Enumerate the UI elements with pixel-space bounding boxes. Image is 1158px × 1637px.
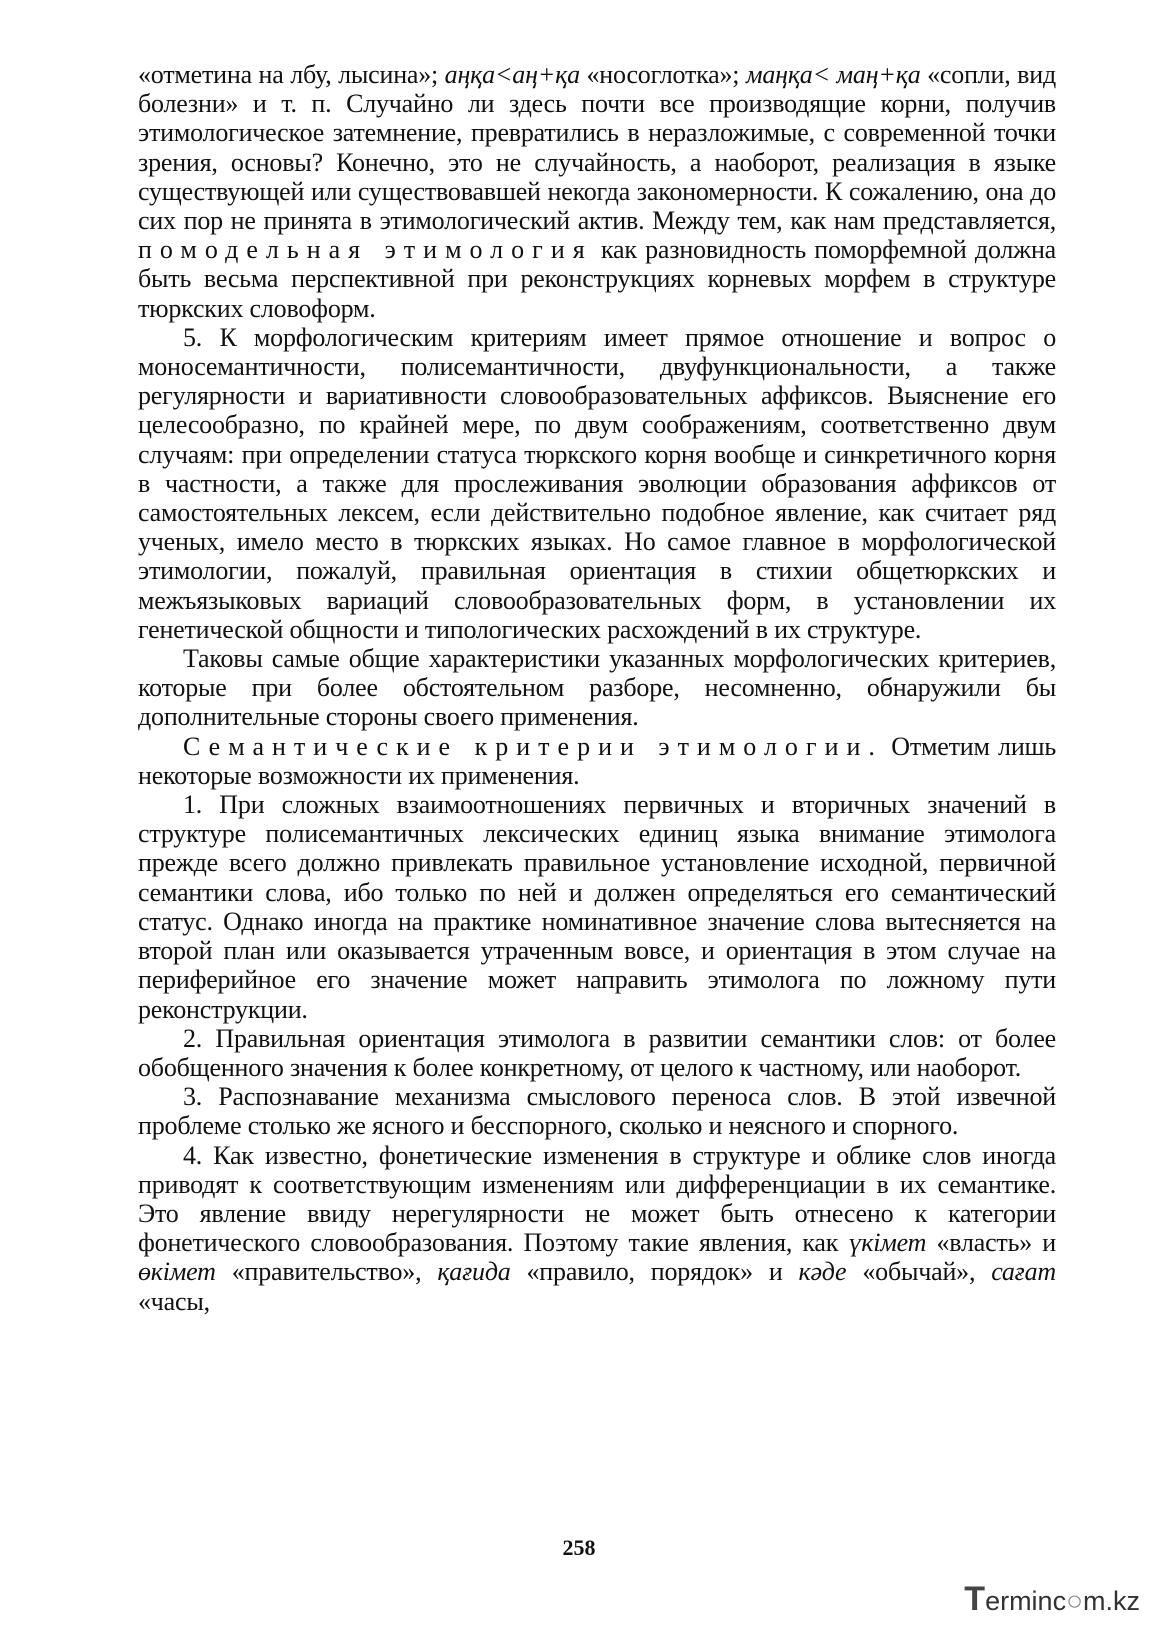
section-heading: Семантические критерии этимологии. <box>183 731 883 761</box>
example-word: қағида <box>437 1257 511 1287</box>
example-word: маңқа< маң+қа <box>745 60 921 89</box>
magnifier-icon: ○ <box>1066 1585 1083 1616</box>
paragraph-4: 1. При сложных взаимоотношениях первичных и вторичных значений в структуре полисемантичных лексических единиц языка внимание этимолога прежде всего должно привлекать правильное установление исходной, первичной семантики слова, ибо только по ней и должен определяться его семантический статус. Однако иногда на практике номинативное значение слова вытесняется на второй план или оказывается утраченным вовсе, и ориентация в этом случае на периферийное его значение может направить этимолога по ложному пути реконструкции. <box>138 790 1056 1024</box>
paragraph-1: 5. К морфологическим критериям имеет прямое отношение и вопрос о моносемантичности, полисемантичности, двуфункциональности, а также регулярности и вариативности словообразовательных аффиксов. Выяснение его целесообразно, по крайней мере, по двум соображениям, соответственно двум случаям: при определении статуса тюркского корня вообще и синкретичного корня в частности, а также для прослеживания эволюции образования аффиксов от самостоятельных лексем, если действительно подобное явление, как считает ряд ученых, имело место в тюркских языках. Но самое главное в морфологической этимологии, пожалуй, правильная ориентация в стихии общетюркских и межъязыковых вариаций словообразовательных форм, в установлении их генетической общности и типологических расхождений в их структуре. <box>138 322 1056 644</box>
paragraph-7: 4. Как известно, фонетические изменения в структуре и облике слов иногда приводят к соответствующим изменениям или дифференциации в их семантике. Это явление ввиду нерегулярности не может быть отнесено к категории фонетического словообразования. Поэтому такие явления, как үкімет «власть» и өкімет «правительство», қағида «правило, порядок» и кәде «обычай», сағат «часы, <box>138 1140 1056 1316</box>
page-body <box>138 60 1056 1316</box>
watermark-logo: Terminc○m.kz <box>964 1580 1140 1618</box>
paragraph-0: «отметина на лбу, лысина»; аңқа<аң+қа «носоглотка»; маңқа< маң+қа «сопли, вид болезни» и т. п. Случайно ли здесь почти все производящие корни, получив этимологическое затемнение, превратились в неразложимые, с современной точки зрения, основы? Конечно, это не случайность, а наоборот, реализация в языке существующей или существовавшей некогда закономерности. К сожалению, она до сих пор не принята в этимологический актив. Между тем, как нам представляется, помодельная этимология как разновидность поморфемной должна быть весьма перспективной при реконструкциях корневых морфем в структуре тюркских словоформ. <box>138 60 1056 323</box>
paragraph-6: 3. Распознавание механизма смыслового переноса слов. В этой извечной проблеме столько же ясного и бесспорного, сколько и неясного и спорного. <box>138 1082 1056 1141</box>
paragraph-5: 2. Правильная ориентация этимолога в развитии семантики слов: от более обобщенного значения к более конкретному, от целого к частному, или наоборот. <box>138 1023 1056 1082</box>
example-word: өкімет <box>138 1257 216 1287</box>
paragraph-3: Семантические критерии этимологии. Отметим лишь некоторые возможности их применения. <box>138 731 1057 790</box>
example-word: кәде <box>798 1257 847 1287</box>
example-word: үкімет <box>848 1228 927 1258</box>
example-word: аңқа<аң+қа <box>444 60 580 89</box>
example-word: сағат <box>991 1257 1056 1287</box>
paragraph-2: Таковы самые общие характеристики указанных морфологических критериев, которые при более обстоятельном разборе, несомненно, обнаружили бы дополнительные стороны своего применения. <box>138 644 1056 732</box>
page-number: 258 <box>562 1535 596 1560</box>
spaced-term: помодельная этимология <box>138 235 593 265</box>
